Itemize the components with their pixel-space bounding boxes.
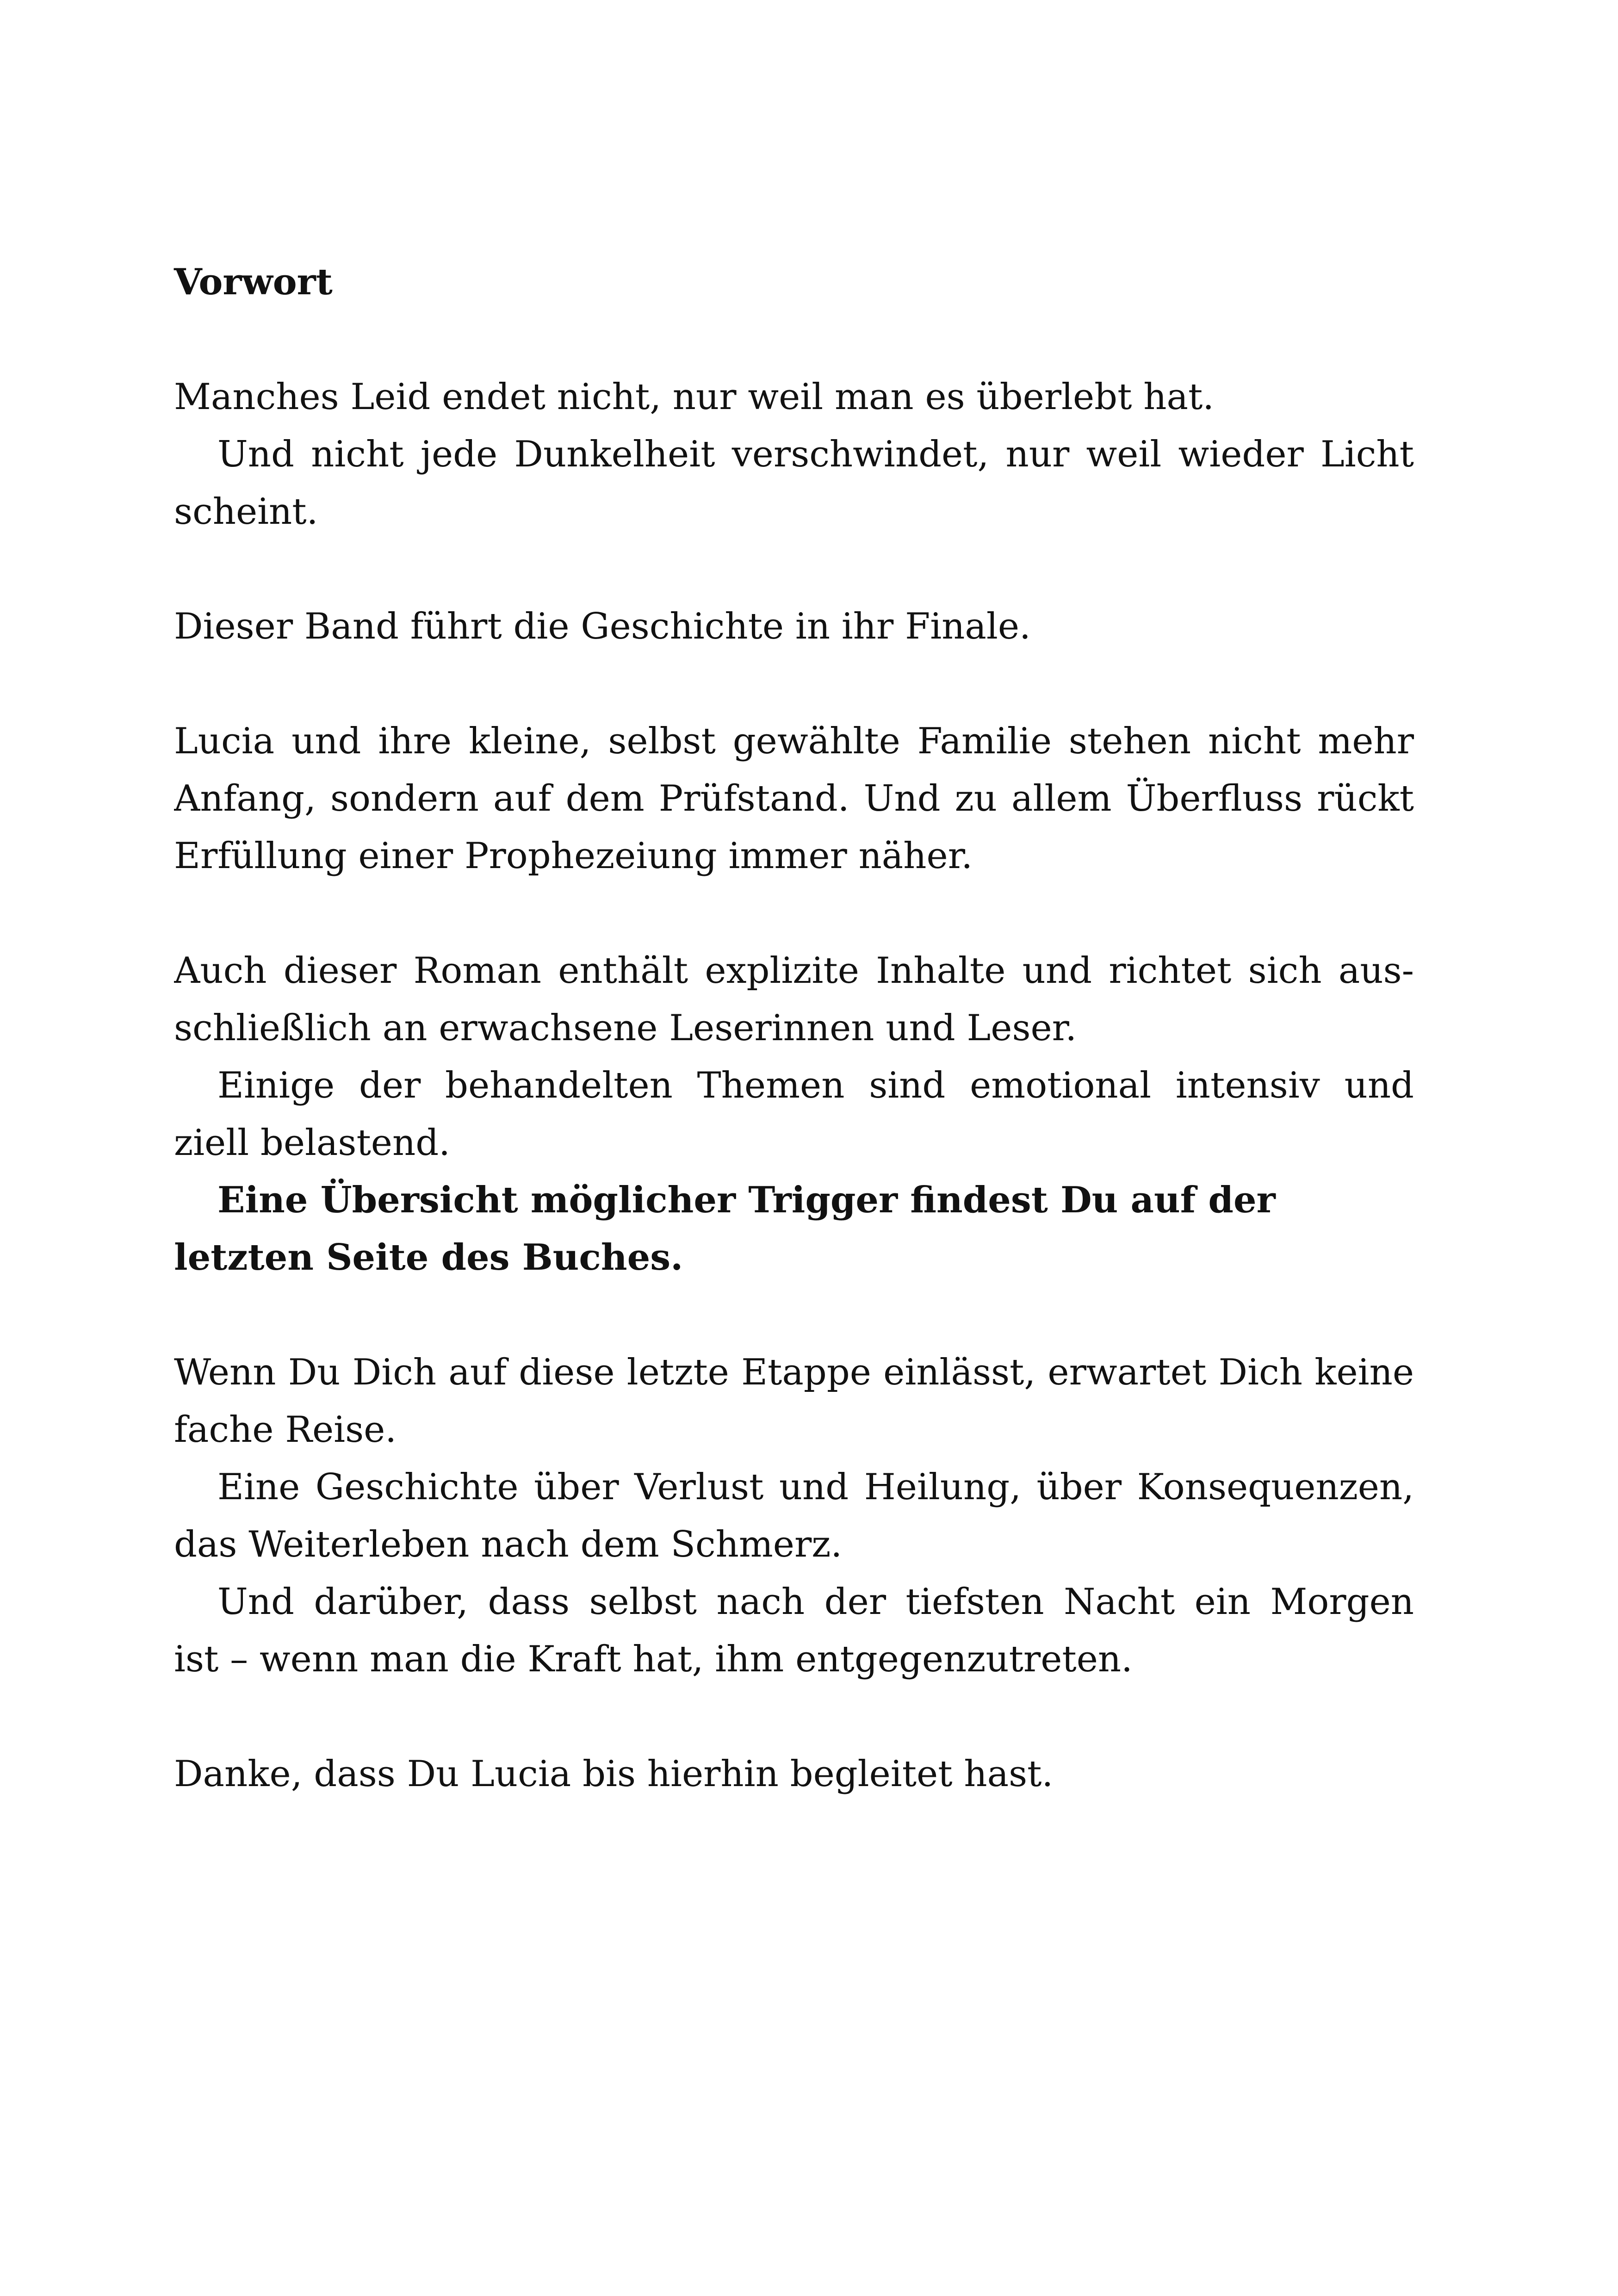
text-line: Einige der behandelten Themen sind emotional intensiv und xyxy=(217,1065,1414,1106)
text-line: ziell belastend. xyxy=(174,1122,450,1164)
paragraph-break xyxy=(174,1286,1414,1344)
text-line: Lucia und ihre kleine, selbst gewählte Familie stehen nicht mehr xyxy=(174,720,1414,762)
text-line: Eine Geschichte über Verlust und Heilung, über Konsequenzen, xyxy=(217,1466,1414,1508)
text-line: schließlich an erwachsene Leserinnen und Leser. xyxy=(174,1007,1077,1049)
paragraph-break xyxy=(174,655,1414,713)
text-line: das Weiterleben nach dem Schmerz. xyxy=(174,1524,843,1565)
paragraph-break xyxy=(174,540,1414,598)
text-line: Wenn Du Dich auf diese letzte Etappe einlässt, erwartet Dich keine xyxy=(174,1352,1414,1393)
text-line: Danke, dass Du Lucia bis hierhin begleitet hast. xyxy=(174,1753,1054,1795)
text-line: Manches Leid endet nicht, nur weil man es überlebt hat. xyxy=(174,376,1215,418)
trigger-notice-line: letzten Seite des Buches. xyxy=(174,1236,683,1278)
text-line: scheint. xyxy=(174,491,318,533)
text-line: Dieser Band führt die Geschichte in ihr Finale. xyxy=(174,606,1031,647)
text-line: Erfüllung einer Prophezeiung immer näher. xyxy=(174,835,973,877)
trigger-notice-line: Eine Übersicht möglicher Trigger findest Du auf der xyxy=(217,1179,1276,1221)
foreword-text xyxy=(174,254,1414,1803)
page-title: Vorwort xyxy=(174,261,333,303)
text-line: Auch dieser Roman enthält explizite Inhalte und richtet sich aus- xyxy=(174,950,1414,992)
text-line: Anfang, sondern auf dem Prüfstand. Und zu allem Überfluss rückt xyxy=(174,778,1414,819)
paragraph-break xyxy=(174,311,1414,368)
text-line: ist – wenn man die Kraft hat, ihm entgegenzutreten. xyxy=(174,1638,1133,1680)
paragraph-break xyxy=(174,1688,1414,1745)
text-line: Und darüber, dass selbst nach der tiefsten Nacht ein Morgen xyxy=(217,1581,1414,1623)
text-line: fache Reise. xyxy=(174,1409,397,1451)
paragraph-break xyxy=(174,885,1414,942)
text-line: Und nicht jede Dunkelheit verschwindet, nur weil wieder Licht xyxy=(217,434,1414,475)
